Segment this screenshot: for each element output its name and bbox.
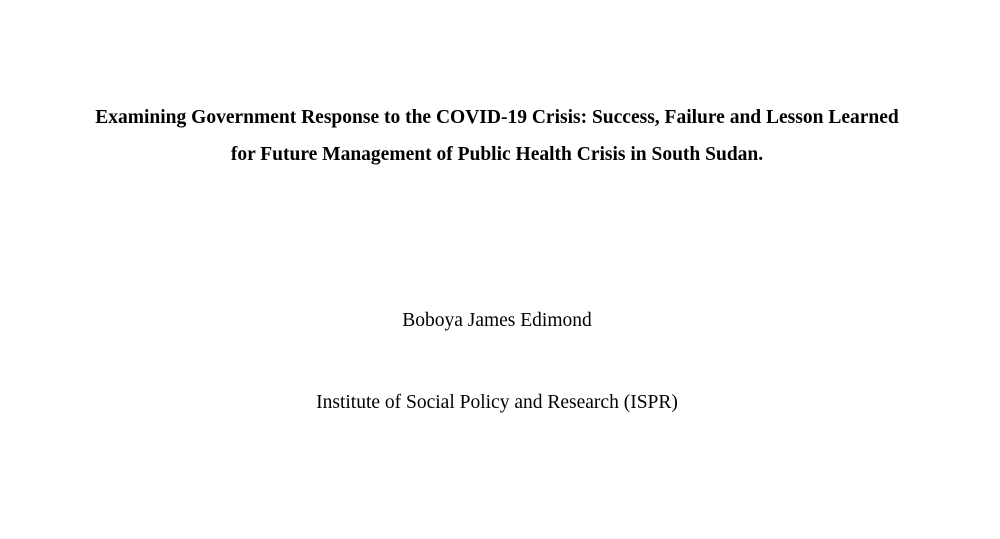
paper-title bbox=[0, 99, 994, 173]
paper-title-line-1: Examining Government Response to the COVID-19 Crisis: Success, Failure and Lesson Learned bbox=[95, 107, 899, 128]
author-name: Boboya James Edimond bbox=[402, 310, 592, 331]
paper-title-line-2: for Future Management of Public Health Crisis in South Sudan. bbox=[230, 144, 764, 165]
author-affiliation: Institute of Social Policy and Research (ISPR) bbox=[316, 392, 678, 413]
